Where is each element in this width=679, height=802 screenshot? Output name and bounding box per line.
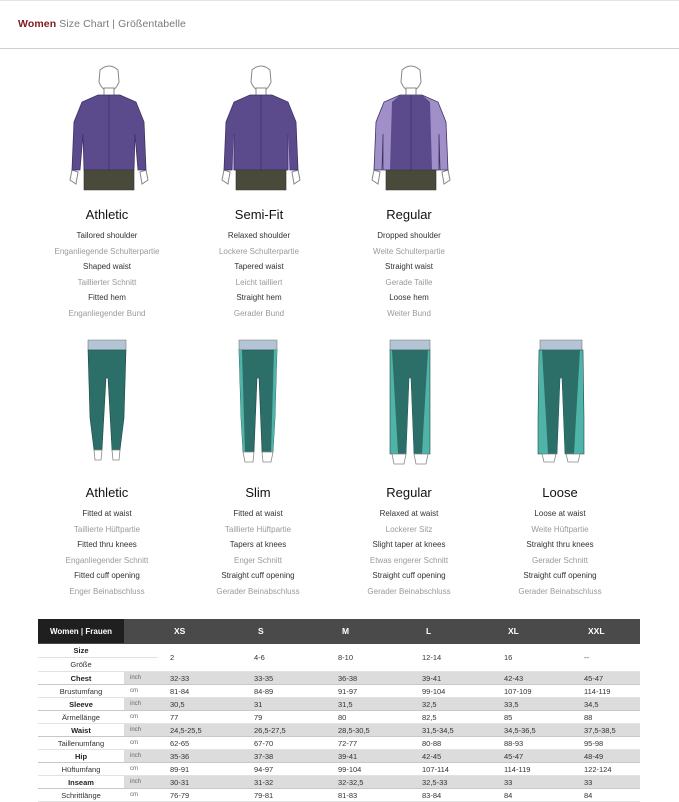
table-cell: 84-89 [242, 685, 326, 698]
table-row-inseam-cm [38, 789, 640, 802]
table-cell: 33-35 [242, 672, 326, 685]
fit-line-en: Fitted at waist [233, 509, 283, 518]
fit-title: Regular [386, 485, 432, 500]
table-row-chest-inch [38, 672, 640, 685]
unit-label: inch [124, 698, 158, 711]
table-cell: 4-6 [242, 644, 326, 672]
table-cell: 94-97 [242, 763, 326, 776]
table-cell: 84 [572, 789, 640, 802]
fit-title: Loose [542, 485, 578, 500]
table-cell: 77 [158, 711, 242, 724]
fit-line-de: Gerade Taille [385, 277, 433, 287]
title-brand: Women [18, 18, 57, 30]
table-cell: 82,5 [410, 711, 492, 724]
size-header: XL [492, 619, 572, 644]
table-cell: 81-84 [158, 685, 242, 698]
fit-line-en: Loose at waist [534, 509, 586, 518]
row-label-de: Ärmellänge [38, 711, 124, 724]
jacket-athletic-figure [64, 62, 154, 192]
table-cell: 85 [492, 711, 572, 724]
fit-line-en: Fitted at waist [82, 509, 132, 518]
size-header: XS [158, 619, 242, 644]
unit-label: inch [124, 672, 158, 685]
unit-label: inch [124, 724, 158, 737]
table-cell: 39-41 [410, 672, 492, 685]
fit-line-en: Tapered waist [234, 262, 284, 272]
table-cell: 31,5 [326, 698, 410, 711]
fit-line-en: Straight cuff opening [221, 571, 295, 581]
fit-line-en: Tapers at knees [229, 540, 287, 550]
page-title [18, 18, 186, 30]
table-cell: 30-31 [158, 776, 242, 789]
table-cell: 30,5 [158, 698, 242, 711]
fit-line-de: Leicht tailliert [235, 277, 283, 287]
row-label-de: Größe [38, 658, 124, 672]
table-cell: 39-41 [326, 750, 410, 763]
row-label-de: Taillenumfang [38, 737, 124, 750]
fit-line-en: Fitted hem [88, 293, 126, 303]
unit-label: cm [124, 685, 158, 698]
table-cell: 26,5-27,5 [242, 724, 326, 737]
fit-line-de: Weiter Bund [387, 308, 431, 318]
table-row-sleeve-inch [38, 698, 640, 711]
row-label-en: Waist [38, 724, 124, 737]
table-cell: 34,5-36,5 [492, 724, 572, 737]
top-border [0, 0, 679, 1]
fit-line-en: Relaxed at waist [379, 509, 439, 518]
table-cell: 12-14 [410, 644, 492, 672]
fit-line-en: Loose hem [389, 293, 429, 303]
table-cell: 79 [242, 711, 326, 724]
row-label-en: Size [38, 644, 124, 658]
fit-line-de: Gerader Beinabschluss [367, 586, 451, 596]
fit-line-de: Enger Beinabschluss [69, 586, 145, 596]
table-cell: 36-38 [326, 672, 410, 685]
fit-title: Regular [386, 207, 432, 222]
table-cell: 114-119 [572, 685, 640, 698]
jacket-regular-figure [366, 62, 456, 192]
table-cell: 34,5 [572, 698, 640, 711]
fit-line-de: Taillierte Hüftpartie [73, 524, 141, 534]
row-label-en: Sleeve [38, 698, 124, 711]
fit-line-en: Slight taper at knees [372, 540, 446, 550]
pants-loose-figure [534, 338, 588, 470]
table-header-blank [124, 619, 158, 644]
table-cell: 45-47 [572, 672, 640, 685]
fit-line-de: Etwas engerer Schnitt [369, 555, 449, 565]
fit-line-en: Relaxed shoulder [227, 231, 291, 240]
fit-line-de: Enger Schnitt [233, 555, 283, 565]
table-cell: 37-38 [242, 750, 326, 763]
fit-line-de: Gerader Beinabschluss [518, 586, 602, 596]
table-cell: 99-104 [326, 763, 410, 776]
table-cell: 95-98 [572, 737, 640, 750]
table-cell: 80-88 [410, 737, 492, 750]
table-cell: 32,5-33 [410, 776, 492, 789]
unit-cell-blank [124, 658, 158, 672]
bottom-caption-slim [183, 484, 333, 600]
fit-line-en: Dropped shoulder [377, 231, 441, 240]
row-label-en: Chest [38, 672, 124, 685]
table-cell: 32,5 [410, 698, 492, 711]
fit-line-en: Straight thru knees [526, 540, 594, 550]
fit-title: Athletic [85, 207, 129, 222]
table-row-inseam-inch [38, 776, 640, 789]
fit-line-en: Fitted thru knees [77, 540, 137, 550]
table-cell: 28,5-30,5 [326, 724, 410, 737]
row-label-en: Hip [38, 750, 124, 763]
fit-line-de: Weite Hüftpartie [531, 524, 589, 534]
unit-cell-blank [124, 644, 158, 658]
table-cell: 24,5-25,5 [158, 724, 242, 737]
table-cell: 88 [572, 711, 640, 724]
table-cell: 31-32 [242, 776, 326, 789]
unit-label: inch [124, 776, 158, 789]
size-header: M [326, 619, 410, 644]
table-row-hip-cm [38, 763, 640, 776]
table-cell: 31 [242, 698, 326, 711]
fit-line-en: Tailored shoulder [76, 231, 138, 240]
table-cell: 45-47 [492, 750, 572, 763]
table-cell: 81-83 [326, 789, 410, 802]
table-row-hip-inch [38, 750, 640, 763]
table-corner-label: Women | Frauen [38, 619, 124, 644]
fit-line-en: Fitted cuff opening [74, 571, 140, 581]
top-caption-semifit [184, 206, 334, 322]
table-cell: 99-104 [410, 685, 492, 698]
table-row-waist-cm [38, 737, 640, 750]
table-cell: 16 [492, 644, 572, 672]
fit-title: Slim [245, 485, 271, 500]
table-cell: 2 [158, 644, 242, 672]
table-cell: 42-43 [492, 672, 572, 685]
fit-line-de: Taillierte Hüftpartie [224, 524, 292, 534]
row-label-de: Brustumfang [38, 685, 124, 698]
size-header: S [242, 619, 326, 644]
table-cell: 84 [492, 789, 572, 802]
size-table [38, 619, 640, 802]
bottom-caption-athletic [32, 484, 182, 600]
table-cell: 107-109 [492, 685, 572, 698]
fit-title: Semi-Fit [234, 207, 284, 222]
table-cell: 72-77 [326, 737, 410, 750]
table-cell: 79-81 [242, 789, 326, 802]
fit-line-en: Straight hem [236, 293, 282, 303]
table-cell: 31,5-34,5 [410, 724, 492, 737]
table-cell: 35-36 [158, 750, 242, 763]
table-cell: 33,5 [492, 698, 572, 711]
title-rest: Size Chart | Größentabelle [56, 18, 186, 30]
fit-line-de: Weite Schulterpartie [373, 246, 445, 256]
table-cell: 8-10 [326, 644, 410, 672]
fit-line-de: Enganliegender Schnitt [65, 555, 149, 565]
table-row-sleeve-cm [38, 711, 640, 724]
unit-label: cm [124, 711, 158, 724]
table-cell: 48-49 [572, 750, 640, 763]
fit-line-de: Gerader Bund [233, 308, 285, 318]
unit-label: inch [124, 750, 158, 763]
table-cell: 114-119 [492, 763, 572, 776]
fit-line-de: Gerader Beinabschluss [216, 586, 300, 596]
table-cell: 89-91 [158, 763, 242, 776]
pants-regular-figure [384, 338, 436, 470]
table-cell: 33 [492, 776, 572, 789]
size-header: XXL [572, 619, 640, 644]
top-caption-athletic [32, 206, 182, 322]
table-cell: 62-65 [158, 737, 242, 750]
fit-line-de: Taillierter Schnitt [77, 277, 137, 287]
bottom-caption-loose [485, 484, 635, 600]
table-cell: 42-45 [410, 750, 492, 763]
table-cell: 32-32,5 [326, 776, 410, 789]
table-cell: 33 [572, 776, 640, 789]
table-cell: 32-33 [158, 672, 242, 685]
table-cell: 67-70 [242, 737, 326, 750]
table-cell: -- [572, 644, 640, 672]
row-label-de: Hüftumfang [38, 763, 124, 776]
table-header-row [38, 619, 640, 644]
fit-line-de: Enganliegender Bund [68, 308, 146, 318]
table-cell: 122-124 [572, 763, 640, 776]
fit-line-en: Straight cuff opening [372, 571, 446, 581]
pants-slim-figure [233, 338, 283, 470]
jacket-semifit-figure [216, 62, 306, 192]
table-cell: 37,5-38,5 [572, 724, 640, 737]
table-cell: 83-84 [410, 789, 492, 802]
unit-label: cm [124, 737, 158, 750]
size-header: L [410, 619, 492, 644]
top-caption-regular [334, 206, 484, 322]
fit-line-de: Lockerer Sitz [385, 524, 433, 534]
row-label-en: Inseam [38, 776, 124, 789]
fit-line-en: Shaped waist [82, 262, 132, 272]
fit-line-en: Straight waist [384, 262, 434, 272]
table-cell: 91-97 [326, 685, 410, 698]
pants-athletic-figure [82, 338, 132, 470]
table-row-waist-inch [38, 724, 640, 737]
fit-line-de: Enganliegende Schulterpartie [54, 246, 160, 256]
fit-title: Athletic [85, 485, 129, 500]
table-cell: 107-114 [410, 763, 492, 776]
table-cell: 76-79 [158, 789, 242, 802]
fit-line-de: Gerader Schnitt [531, 555, 589, 565]
fit-line-en: Straight cuff opening [523, 571, 597, 581]
table-row-chest-cm [38, 685, 640, 698]
header-divider [0, 48, 679, 49]
table-cell: 80 [326, 711, 410, 724]
row-label-de: Schrittlänge [38, 789, 124, 802]
unit-label: cm [124, 789, 158, 802]
table-cell: 88-93 [492, 737, 572, 750]
bottom-caption-regular [334, 484, 484, 600]
fit-line-de: Lockere Schulterpartie [218, 246, 300, 256]
unit-label: cm [124, 763, 158, 776]
table-row-size-en [38, 644, 640, 658]
